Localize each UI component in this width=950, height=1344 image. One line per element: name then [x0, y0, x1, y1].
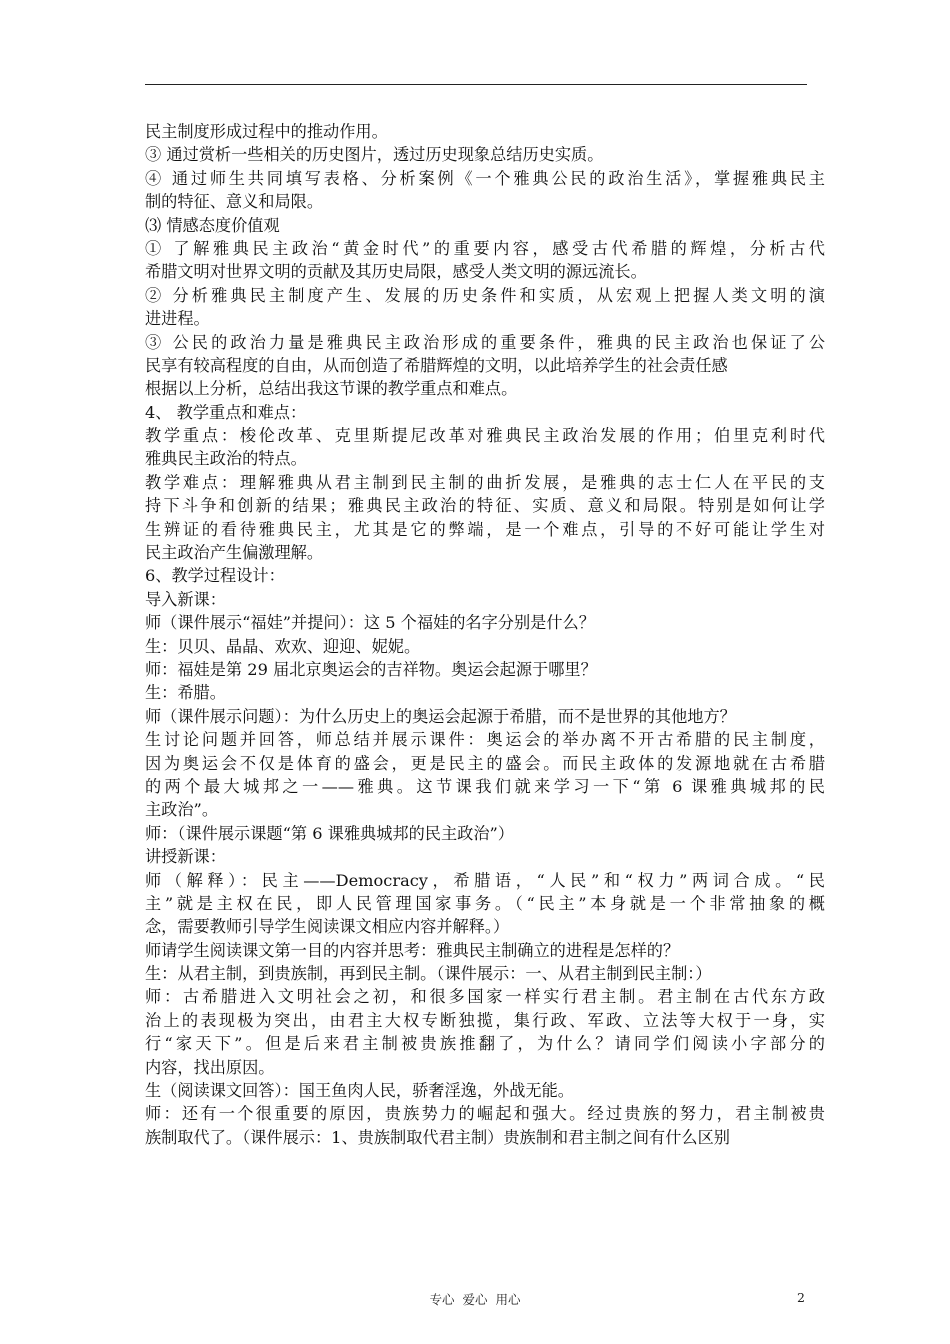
paragraph — [145, 1079, 825, 1102]
text-line: 生（阅读课文回答）：国王鱼肉人民，骄奢淫逸，外战无能。 — [145, 1081, 574, 1101]
text-line: 师（解释）：民主——Democracy，希腊语，“人民”和“权力”两词合成。“民 — [145, 870, 825, 890]
paragraph — [145, 237, 825, 284]
footer-slogan: 专心 爱心 用心 — [429, 1292, 521, 1307]
paragraph — [145, 167, 825, 214]
text-line: 雅典民主政治的特点。 — [145, 449, 307, 469]
text-line: 民享有较高程度的自由，从而创造了希腊辉煌的文明，以此培养学生的社会责任感 — [145, 355, 728, 375]
paragraph — [145, 681, 825, 704]
text-line: ③ 通过赏析一些相关的历史图片，透过历史现象总结历史实质。 — [145, 145, 604, 165]
text-line: 行“家天下”。但是后来君主制被贵族推翻了，为什么？请同学们阅读小字部分的 — [145, 1034, 825, 1054]
text-line: 民主政治产生偏激理解。 — [145, 543, 324, 563]
paragraph — [145, 728, 825, 822]
text-line: 希腊文明对世界文明的贡献及其历史局限，感受人类文明的源远流长。 — [145, 262, 647, 282]
paragraph — [145, 962, 825, 985]
text-line: 教学重点：梭伦改革、克里斯提尼改革对雅典民主政治发展的作用；伯里克利时代 — [145, 426, 825, 446]
text-line: ⑶ 情感态度价值观 — [145, 215, 280, 235]
text-line: 生：希腊。 — [145, 683, 226, 703]
text-line: 治上的表现极为突出，由君主大权专断独揽，集行政、军政、立法等大权于一身，实 — [145, 1010, 825, 1030]
text-line: 师：古希腊进入文明社会之初，和很多国家一样实行君主制。君主制在古代东方政 — [145, 987, 825, 1007]
text-line: 师：福娃是第 29 届北京奥运会的吉祥物。奥运会起源于哪里？ — [145, 659, 597, 679]
paragraph — [145, 284, 825, 331]
text-line: 师：还有一个很重要的原因，贵族势力的崛起和强大。经过贵族的努力，君主制被贵 — [145, 1104, 825, 1124]
text-line: 的两个最大城邦之一——雅典。这节课我们就来学习一下“第 6 课雅典城邦的民 — [145, 776, 825, 796]
paragraph — [145, 471, 825, 565]
text-line: 主”就是主权在民，即人民管理国家事务。（“民主”本身就是一个非常抽象的概 — [145, 893, 825, 913]
document-body — [145, 120, 825, 1149]
text-line: 族制取代了。（课件展示：1、贵族制取代君主制）贵族制和君主制之间有什么区别 — [145, 1127, 730, 1147]
paragraph — [145, 214, 825, 237]
text-line: 主政治”。 — [145, 800, 219, 820]
paragraph — [145, 120, 825, 143]
page-number: 2 — [797, 1290, 805, 1305]
text-line: 师（课件展示问题）：为什么历史上的奥运会起源于希腊，而不是世界的其他地方？ — [145, 706, 736, 726]
text-line: 教学难点：理解雅典从君主制到民主制的曲折发展，是雅典的志士仁人在平民的支 — [145, 472, 825, 492]
text-line: 生讨论问题并回答，师总结并展示课件：奥运会的举办离不开古希腊的民主制度， — [145, 730, 825, 750]
text-line: 因为奥运会不仅是体育的盛会，更是民主的盛会。而民主政体的发源地就在古希腊 — [145, 753, 825, 773]
paragraph — [145, 869, 825, 939]
text-line: 师：（课件展示课题“第 6 课雅典城邦的民主政治”） — [145, 823, 514, 843]
text-line: 民主制度形成过程中的推动作用。 — [145, 122, 388, 141]
paragraph — [145, 377, 825, 400]
paragraph — [145, 588, 825, 611]
text-line: 6、教学过程设计： — [145, 566, 285, 586]
text-line: 生：从君主制，到贵族制，再到民主制。（课件展示：一、从君主制到民主制：） — [145, 964, 712, 984]
text-line: ① 了解雅典民主政治“黄金时代”的重要内容，感受古代希腊的辉煌，分析古代 — [145, 238, 825, 258]
text-line: 讲授新课： — [145, 847, 226, 867]
paragraph — [145, 611, 825, 634]
header-rule — [145, 84, 807, 85]
paragraph — [145, 1102, 825, 1149]
paragraph — [145, 658, 825, 681]
paragraph — [145, 635, 825, 658]
text-line: ③ 公民的政治力量是雅典民主政治形成的重要条件，雅典的民主政治也保证了公 — [145, 332, 825, 352]
text-line: 师请学生阅读课文第一目的内容并思考：雅典民主制确立的进程是怎样的？ — [145, 940, 680, 960]
paragraph — [145, 424, 825, 471]
paragraph — [145, 705, 825, 728]
text-line: 内容，找出原因。 — [145, 1057, 275, 1077]
text-line: ② 分析雅典民主制度产生、发展的历史条件和实质，从宏观上把握人类文明的演 — [145, 285, 825, 305]
paragraph — [145, 331, 825, 378]
text-line: 制的特征、意义和局限。 — [145, 192, 324, 212]
text-line: 生辨证的看待雅典民主，尤其是它的弊端，是一个难点，引导的不好可能让学生对 — [145, 519, 825, 539]
text-line: 持下斗争和创新的结果；雅典民主政治的特征、实质、意义和局限。特别是如何让学 — [145, 496, 825, 516]
text-line: 念，需要教师引导学生阅读课文相应内容并解释。） — [145, 917, 510, 937]
text-line: ④ 通过师生共同填写表格、分析案例《一个雅典公民的政治生活》，掌握雅典民主 — [145, 168, 825, 188]
text-line: 导入新课： — [145, 589, 226, 609]
paragraph — [145, 401, 825, 424]
paragraph — [145, 143, 825, 166]
paragraph — [145, 985, 825, 1079]
paragraph — [145, 564, 825, 587]
paragraph — [145, 939, 825, 962]
text-line: 4、 教学重点和难点： — [145, 402, 307, 422]
text-line: 师（课件展示“福娃”并提问）：这 5 个福娃的名字分别是什么？ — [145, 613, 595, 633]
text-line: 生：贝贝、晶晶、欢欢、迎迎、妮妮。 — [145, 636, 421, 656]
text-line: 进进程。 — [145, 309, 210, 329]
paragraph — [145, 845, 825, 868]
paragraph — [145, 822, 825, 845]
text-line: 根据以上分析，总结出我这节课的教学重点和难点。 — [145, 379, 518, 399]
